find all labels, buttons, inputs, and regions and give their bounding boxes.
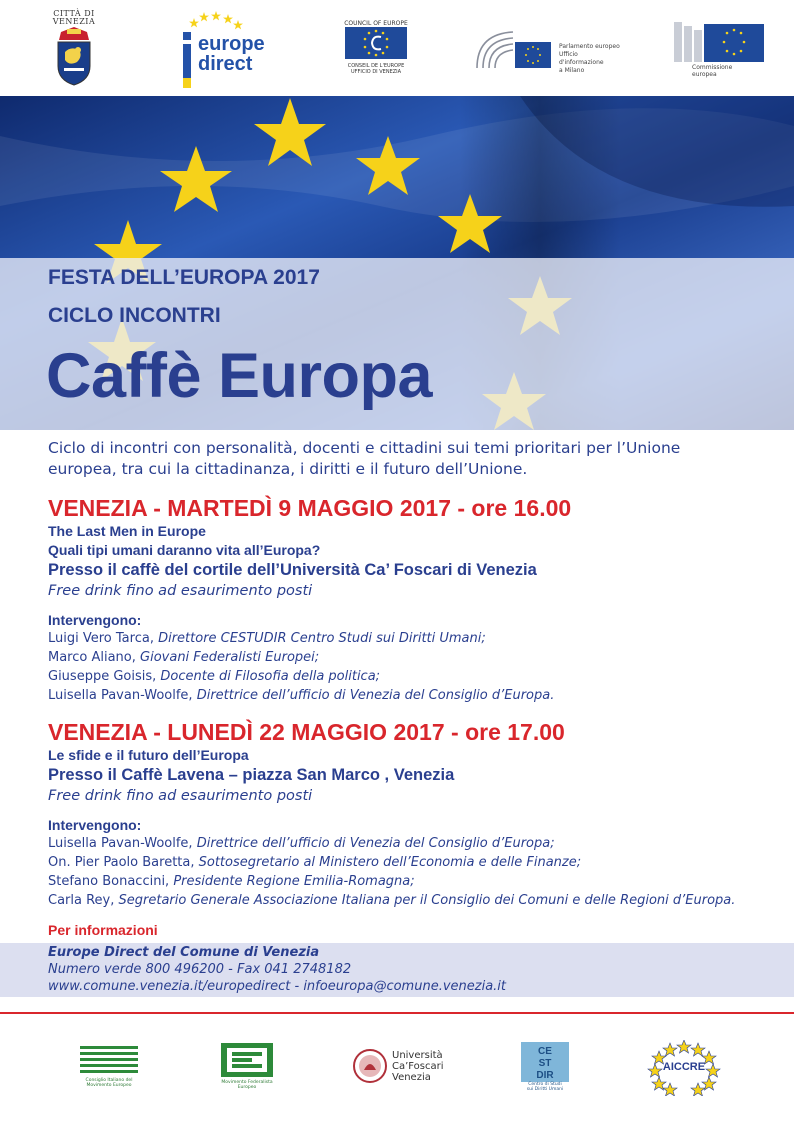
mfe-caption: Movimento Federalista Europeo [221,1080,273,1090]
european-commission-logo [674,20,766,86]
speaker-name: Marco Aliano, [48,650,136,665]
info-office-name: Europe Direct del Comune di Venezia [48,945,320,960]
ep-line2: Ufficio d'informazione [559,51,604,66]
event-subtitle: The Last Men in Europe [48,523,206,539]
ec-text [692,64,732,78]
citta-di-venezia-logo [50,10,98,88]
intro-paragraph: Ciclo di incontri con personalità, docenti e cittadini sui temi prioritari per l’Unione europea, tra cui la cittadinanza, i diritti e il futuro dell’Unione. [48,439,681,478]
ca-foscari-text [392,1050,444,1083]
speaker-item [48,891,768,910]
info-web-email: www.comune.venezia.it/europedirect - infoeuropa@comune.venezia.it [48,979,506,994]
venezia-caption-2: VENEZIA [52,17,96,26]
event-location: Presso il caffè del cortile dell’Università Ca’ Foscari di Venezia [48,561,537,579]
speaker-item [48,853,768,872]
cestudir-caption [521,1082,569,1092]
venezia-coat-of-arms-icon [53,26,95,86]
cestudir-mark-1: CE [538,1046,552,1057]
page-title: Caffè Europa [46,341,433,411]
europe-direct-line1: europe [198,33,265,55]
speaker-item [48,872,768,891]
aiccre-text: AICCRE [662,1061,706,1073]
mfe-logo [218,1042,276,1088]
speaker-item [48,686,768,705]
council-of-europe-icon [345,27,407,59]
unive-line1: Università [392,1050,443,1061]
cestudir-line1: Centro di Studi [528,1082,562,1087]
cime-logo-icon [76,1044,142,1076]
coe-bottom-text-2: UFFICIO DI VENEZIA [350,69,402,75]
event-block-1 [48,494,768,705]
event-heading: VENEZIA - LUNEDÌ 22 MAGGIO 2017 - ore 17.00 [48,719,565,745]
speaker-item [48,667,768,686]
cestudir-logo [519,1042,571,1094]
event-subtitle-question: Quali tipi umani daranno vita all’Europa? [48,542,321,558]
ep-text [559,43,623,75]
event-block-2 [48,718,768,910]
coe-top-text: COUNCIL OF EUROPE [344,20,408,27]
coe-bottom-text-1: CONSEIL DE L'EUROPE [347,63,405,69]
ec-line2: europea [692,71,717,78]
speaker-item [48,629,768,648]
event-location: Presso il Caffè Lavena – piazza San Marco , Venezia [48,766,455,784]
event-heading: VENEZIA - MARTEDÌ 9 MAGGIO 2017 - ore 16.00 [48,495,572,521]
cime-line1: Consiglio Italiano del [85,1078,133,1083]
ca-foscari-logo [352,1048,444,1088]
ep-line3: a Milano [559,67,585,74]
speaker-role: Sottosegretario al Ministero dell’Economia e delle Finanze; [194,855,582,870]
cime-caption [76,1078,142,1088]
unive-line3: Venezia [392,1072,431,1083]
footer-divider [0,1012,794,1014]
event-note: Free drink fino ad esaurimento posti [48,788,313,804]
info-phone-fax: Numero verde 800 496200 - Fax 041 2748182 [48,962,352,977]
ec-line1: Commissione [692,64,733,71]
info-label: Per informazioni [48,922,158,938]
speaker-name: Giuseppe Goisis, [48,669,157,684]
cime-line2: Movimento Europeo [86,1083,132,1088]
speaker-item [48,834,768,853]
ca-foscari-seal-icon [352,1048,388,1084]
cestudir-mark-3: DIR [536,1070,554,1081]
speaker-name: Luisella Pavan-Woolfe, [48,836,193,851]
speakers-label: Intervengono: [48,612,142,628]
hero-kicker-ciclo: CICLO INCONTRI [48,304,221,327]
speaker-role: Presidente Regione Emilia-Romagna; [169,874,415,889]
mfe-logo-icon [218,1042,276,1078]
cestudir-line2: sui Diritti Umani [526,1087,564,1092]
speaker-item [48,648,768,667]
event-note: Free drink fino ad esaurimento posti [48,583,313,599]
speaker-role: Direttrice dell’ufficio di Venezia del Consiglio d’Europa; [192,836,555,851]
speaker-role: Giovani Federalisti Europei; [135,650,320,665]
europe-direct-logo [174,10,282,90]
speaker-name: Carla Rey, [48,893,115,908]
speaker-name: Luigi Vero Tarca, [48,631,154,646]
speaker-name: Stefano Bonaccini, [48,874,170,889]
european-parliament-logo [473,28,623,74]
unive-line2: Ca’Foscari [392,1061,444,1072]
europe-direct-line2: direct [198,53,253,75]
speakers-label: Intervengono: [48,817,142,833]
aiccre-logo [643,1040,725,1096]
speaker-role: Direttore CESTUDIR Centro Studi sui Diritti Umani; [153,631,486,646]
speaker-name: Luisella Pavan-Woolfe, [48,688,193,703]
venezia-caption-1: CITTÀ DI [53,9,95,18]
european-parliament-icon [473,28,555,72]
speaker-name: On. Pier Paolo Baretta, [48,855,195,870]
event-subtitle: Le sfide e il futuro dell’Europa [48,747,249,763]
cestudir-mark-2: ST [538,1058,552,1069]
speaker-role: Segretario Generale Associazione Italiana per il Consiglio dei Comuni e delle Regioni d’Europa. [114,893,736,908]
ep-line1: Parlamento europeo [559,43,620,50]
european-commission-icon [674,20,766,64]
header-logo-row [0,0,794,96]
speaker-role: Docente di Filosofia della politica; [156,669,381,684]
cestudir-logo-icon [519,1042,571,1082]
speaker-role: Direttrice dell’ufficio di Venezia del Consiglio d’Europa. [192,688,555,703]
council-of-europe-logo [341,20,411,82]
cime-logo [76,1044,142,1090]
hero-kicker-festa: FESTA DELL’EUROPA 2017 [48,266,320,289]
